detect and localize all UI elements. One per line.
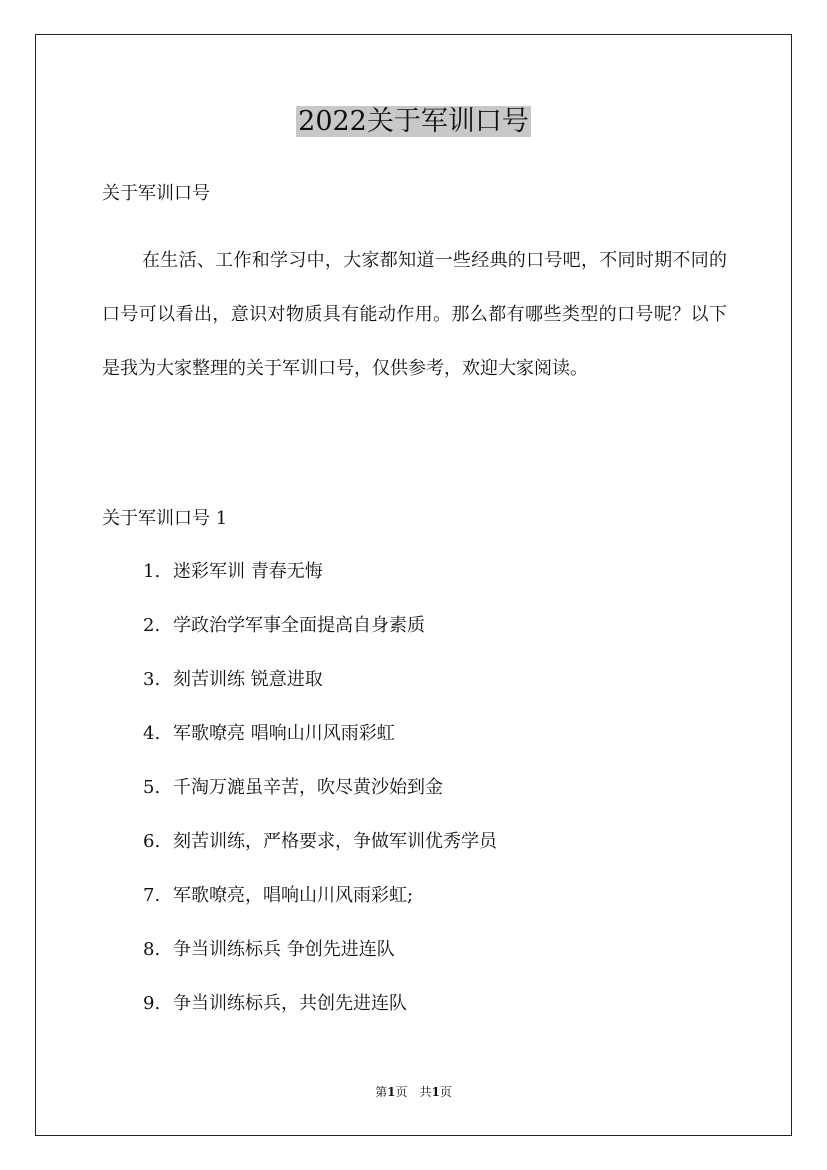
list-item-text: 迷彩军训 青春无悔 (173, 561, 323, 582)
list-item-number: 9. (143, 993, 161, 1014)
footer-page-prefix: 第 (375, 1085, 388, 1099)
list-item (143, 613, 497, 667)
list-item-text: 军歌嘹亮，唱响山川风雨彩虹; (173, 885, 414, 906)
list-item-number: 8. (143, 939, 161, 960)
list-item (143, 721, 497, 775)
list-item (143, 667, 497, 721)
list-item (143, 775, 497, 829)
list-item-text: 学政治学军事全面提高自身素质 (173, 615, 425, 636)
list-item (143, 559, 497, 613)
list-item-number: 6. (143, 831, 161, 852)
footer-page-mid: 页 共 (395, 1085, 432, 1099)
document-title (0, 102, 827, 142)
list-item-number: 4. (143, 723, 161, 744)
intro-paragraph: 在生活、工作和学习中，大家都知道一些经典的口号吧，不同时期不同的口号可以看出，意识对物质具有能动作用。那么都有哪些类型的口号呢？以下是我为大家整理的关于军训口号，仅供参考，欢迎大家阅读。 (102, 250, 727, 379)
list-item-number: 3. (143, 669, 161, 690)
list-item-text: 军歌嘹亮 唱响山川风雨彩虹 (173, 723, 395, 744)
list-item-text: 刻苦训练 锐意进取 (173, 669, 323, 690)
list-item-number: 5. (143, 777, 161, 798)
list-item-text: 千淘万漉虽辛苦，吹尽黄沙始到金 (173, 777, 443, 798)
document-title-text: 2022关于军训口号 (298, 106, 529, 137)
section-heading: 关于军训口号 1 (102, 508, 228, 529)
list-item-text: 争当训练标兵，共创先进连队 (173, 993, 407, 1014)
list-item-number: 7. (143, 885, 161, 906)
list-item (143, 883, 497, 937)
footer-page-current: 1 (387, 1085, 396, 1099)
list-item (143, 937, 497, 991)
slogan-list (143, 559, 497, 1045)
page-footer (0, 1083, 827, 1101)
list-item-text: 争当训练标兵 争创先进连队 (173, 939, 395, 960)
footer-page-total: 1 (431, 1085, 440, 1099)
list-item-number: 1. (143, 561, 161, 582)
subtitle: 关于军训口号 (102, 183, 210, 204)
footer-page-suffix: 页 (439, 1085, 452, 1099)
list-item (143, 829, 497, 883)
list-item-number: 2. (143, 615, 161, 636)
list-item-text: 刻苦训练，严格要求，争做军训优秀学员 (173, 831, 497, 852)
list-item (143, 991, 497, 1045)
